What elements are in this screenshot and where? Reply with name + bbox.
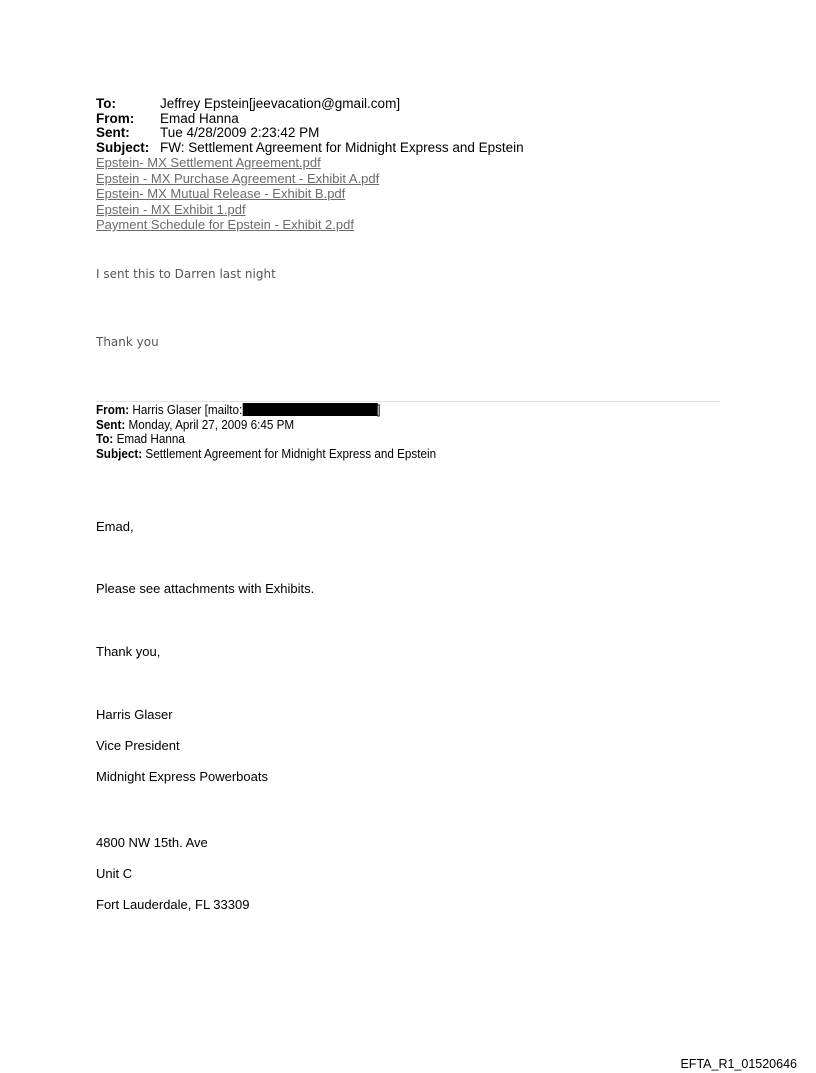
message-text: Please see attachments with Exhibits. (96, 581, 315, 596)
address-line-1: 4800 NW 15th. Ave (96, 835, 208, 850)
email-header (96, 97, 524, 233)
body-line-thanks: Thank you (96, 335, 159, 349)
sent-row (96, 126, 524, 141)
address-line-2: Unit C (96, 866, 133, 881)
redaction-block (242, 403, 377, 416)
attachment-link[interactable]: Epstein- MX Settlement Agreement.pdf (96, 155, 321, 170)
fwd-to-row (96, 432, 436, 447)
forwarded-header (96, 403, 436, 461)
fwd-from-close: ] (377, 402, 381, 417)
sent-value: Tue 4/28/2009 2:23:42 PM (160, 125, 320, 140)
from-row (96, 112, 524, 127)
attachment-link[interactable]: Epstein- MX Mutual Release - Exhibit B.pdf (96, 186, 346, 201)
attachment-list (96, 155, 524, 233)
to-row (96, 97, 524, 112)
signature-title: Vice President (96, 738, 180, 753)
fwd-from-value: Harris Glaser [mailto: (132, 402, 243, 417)
sent-label: Sent: (96, 125, 130, 140)
fwd-sent-row (96, 418, 436, 433)
signature-company: Midnight Express Powerboats (96, 769, 268, 784)
attachment-link[interactable]: Payment Schedule for Epstein - Exhibit 2.pdf (96, 217, 354, 232)
to-value: Jeffrey Epstein[jeevacation@gmail.com] (160, 96, 401, 111)
fwd-from-label: From: (96, 402, 130, 417)
document-id: EFTA_R1_01520646 (680, 1057, 797, 1071)
fwd-sent-value: Monday, April 27, 2009 6:45 PM (128, 416, 295, 432)
fwd-sent-label: Sent: (96, 416, 126, 432)
fwd-subject-row (96, 447, 436, 462)
from-label: From: (96, 110, 135, 126)
signature-name: Harris Glaser (96, 707, 173, 722)
fwd-from-row (96, 403, 436, 418)
attachment-link[interactable]: Epstein - MX Exhibit 1.pdf (96, 201, 246, 217)
subject-row (96, 141, 524, 156)
from-value: Emad Hanna (160, 110, 239, 126)
fwd-subject-label: Subject: (96, 445, 143, 461)
fwd-to-value: Emad Hanna (116, 431, 185, 446)
attachment-link[interactable]: Epstein - MX Purchase Agreement - Exhibit A.pdf (96, 170, 380, 186)
closing: Thank you, (96, 644, 161, 659)
to-label: To: (96, 96, 116, 111)
subject-value: FW: Settlement Agreement for Midnight Express and Epstein (160, 139, 524, 155)
greeting: Emad, (96, 519, 134, 534)
fwd-subject-value: Settlement Agreement for Midnight Express and Epstein (145, 445, 437, 461)
address-line-3: Fort Lauderdale, FL 33309 (96, 897, 250, 912)
subject-label: Subject: (96, 139, 150, 155)
fwd-to-label: To: (96, 431, 114, 446)
body-line-sent: I sent this to Darren last night (96, 267, 276, 281)
